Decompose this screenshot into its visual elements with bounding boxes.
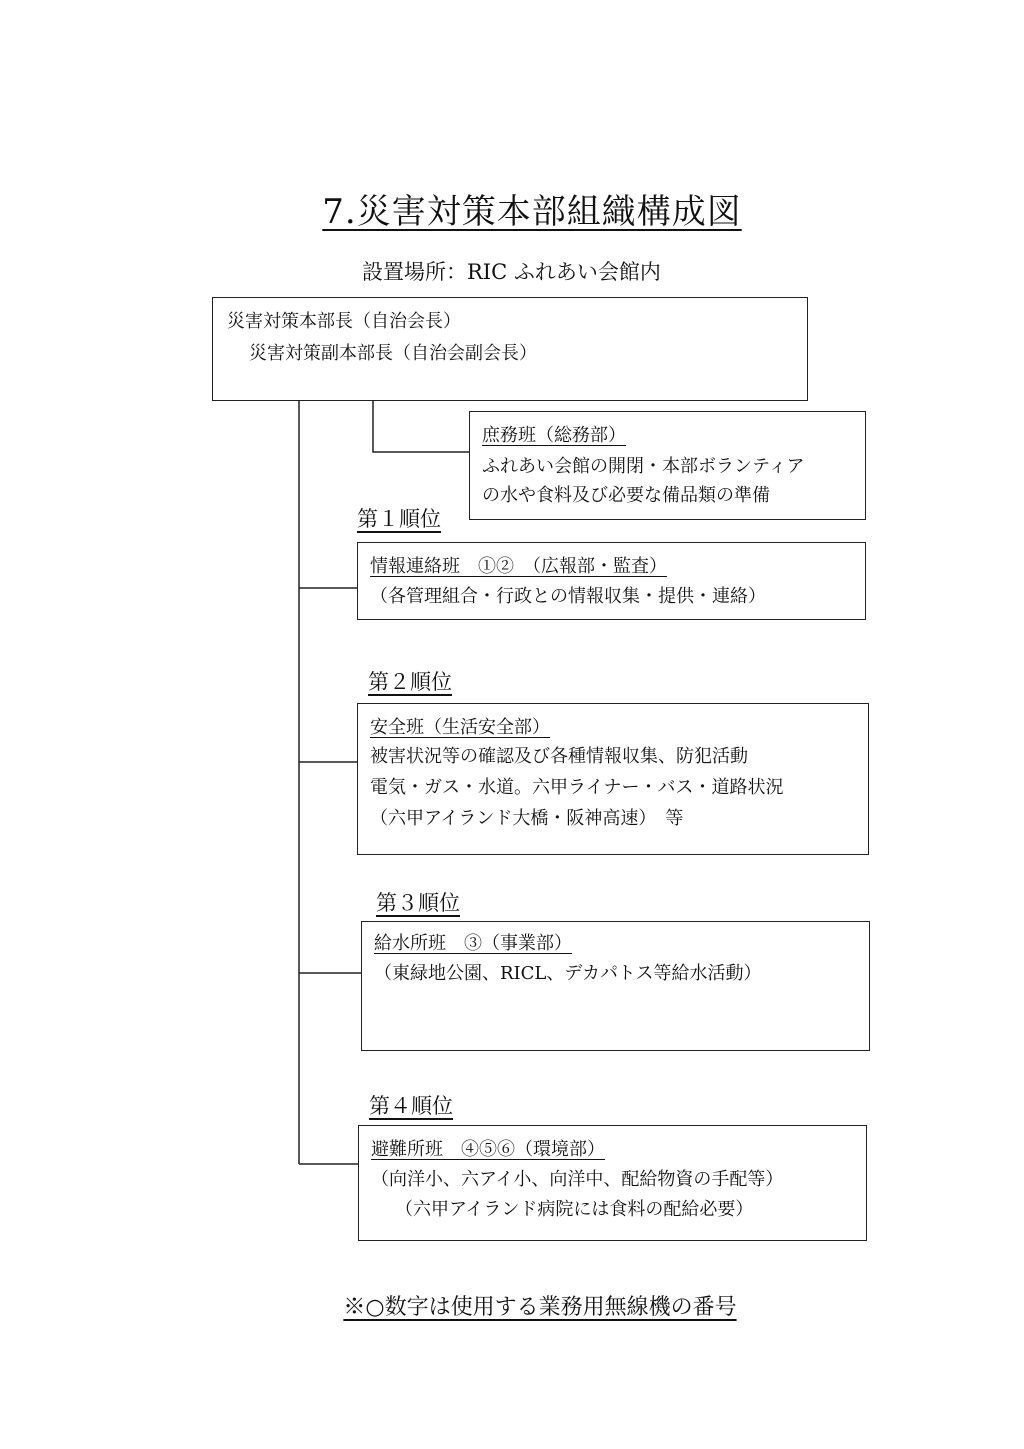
priority1-label: 第１順位 [357, 507, 441, 531]
priority4-label: 第４順位 [369, 1094, 453, 1118]
priority1-line1: （各管理組合・行政との情報収集・提供・連絡） [370, 586, 766, 607]
priority2-line1: 被害状況等の確認及び各種情報収集、防犯活動 [370, 746, 748, 767]
general-affairs-connector [373, 400, 470, 452]
priority2-heading: 安全班（生活安全部） [370, 717, 550, 738]
priority3-heading: 給水所班 ③（事業部） [374, 933, 572, 954]
page-title: 7.災害対策本部組織構成図 [322, 192, 742, 232]
priority1-heading: 情報連絡班 ①② （広報部・監査） [370, 556, 667, 577]
priority3-line1: （東緑地公園、RICL、デカパトス等給水活動） [374, 963, 762, 984]
hq-chief: 災害対策本部長（自治会長） [227, 311, 461, 332]
headquarters-box [212, 297, 808, 401]
priority1-box [357, 542, 866, 620]
priority4-heading: 避難所班 ④⑤⑥（環境部） [371, 1139, 605, 1160]
priority3-box [361, 921, 870, 1051]
installation-location: 設置場所：RIC ふれあい会館内 [362, 260, 661, 284]
priority3-label: 第３順位 [376, 891, 460, 915]
general-affairs-heading: 庶務班（総務部） [482, 425, 626, 446]
priority4-line2: （六甲アイランド病院には食料の配給必要） [395, 1199, 754, 1220]
general-affairs-box [469, 411, 866, 520]
general-affairs-line2: の水や食料及び必要な備品類の準備 [482, 485, 770, 506]
general-affairs-line1: ふれあい会館の開閉・本部ボランティア [482, 456, 805, 477]
priority2-label: 第２順位 [368, 670, 452, 694]
priority2-line2: 電気・ガス・水道。六甲ライナー・バス・道路状況 [370, 777, 784, 798]
hq-deputy-chief: 災害対策副本部長（自治会副会長） [249, 343, 537, 364]
footnote: ※○数字は使用する業務用無線機の番号 [343, 1295, 737, 1320]
priority2-line3: （六甲アイランド大橋・阪神高速） 等 [370, 808, 684, 829]
priority2-box [357, 703, 869, 855]
priority4-box [358, 1125, 867, 1241]
priority4-line1: （向洋小、六アイ小、向洋中、配給物資の手配等） [371, 1169, 784, 1190]
